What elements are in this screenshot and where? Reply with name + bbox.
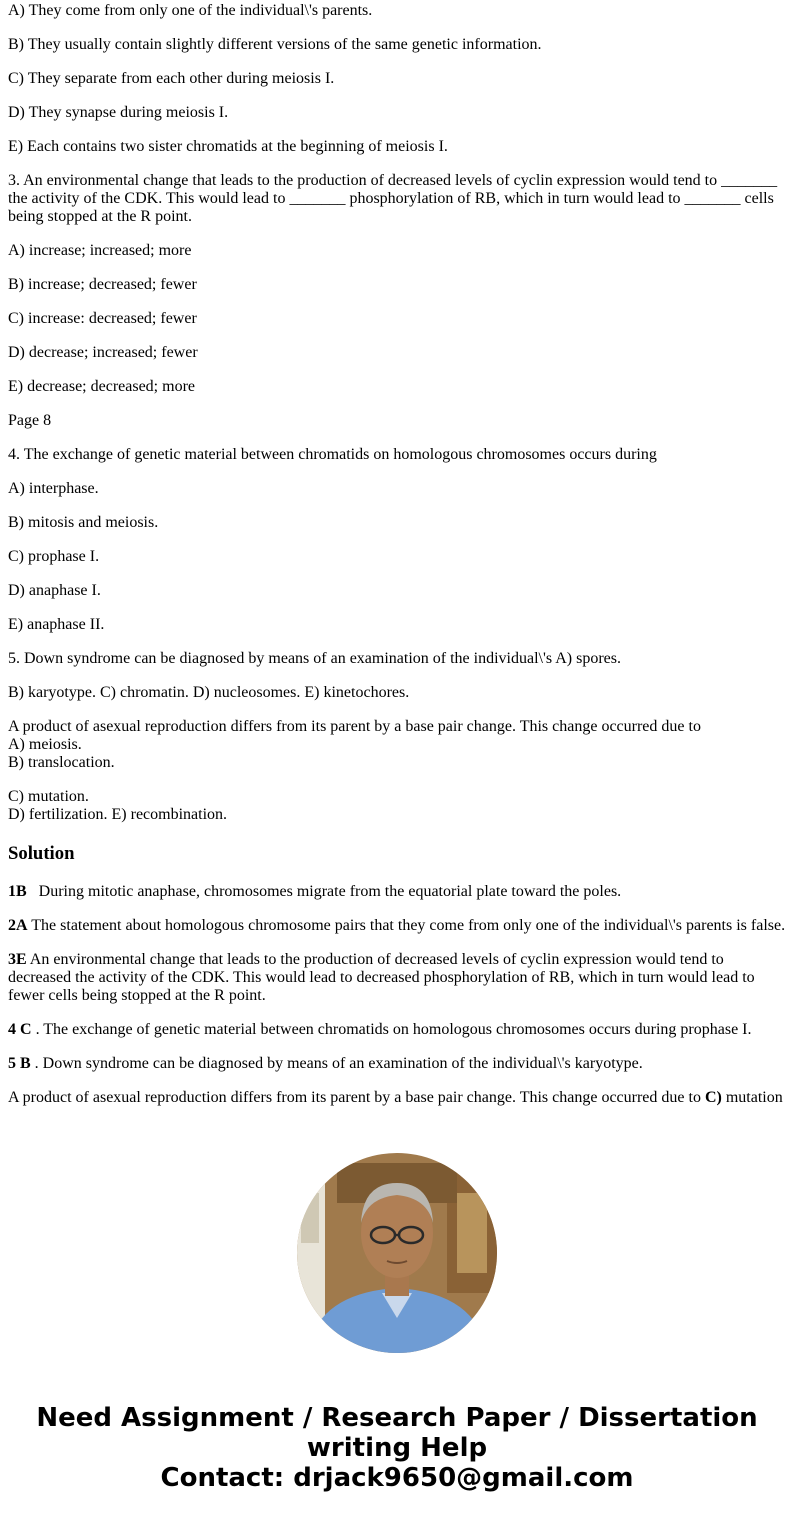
footer-contact: Contact: drjack9650@gmail.com [160, 1463, 634, 1493]
solution-heading: Solution [8, 843, 75, 864]
footer-line-1: Need Assignment / Research Paper / Dissertation [36, 1403, 758, 1433]
answer-1 [8, 883, 621, 901]
q4-option-a: A) interphase. [8, 480, 99, 497]
answer-5-label: 5 B [8, 1055, 31, 1072]
q2-option-d: D) They synapse during meiosis I. [8, 104, 229, 121]
q4-option-b: B) mitosis and meiosis. [8, 514, 159, 531]
answer-4-text: . The exchange of genetic material between chromatids on homologous chromosomes occurs during prophase I. [31, 1021, 752, 1038]
page-marker: Page 8 [8, 412, 52, 429]
q2-option-a: A) They come from only one of the individual\'s parents. [8, 2, 373, 19]
q2-option-c: C) They separate from each other during meiosis I. [8, 70, 335, 87]
answer-2-text: The statement about homologous chromosome pairs that they come from only one of the individual\'s parents is false. [27, 917, 786, 934]
answer-3 [8, 951, 788, 1005]
answer-6-text: A product of asexual reproduction differs from its parent by a base pair change. This change occurred due to [8, 1089, 705, 1106]
q3-option-b: B) increase; decreased; fewer [8, 276, 197, 293]
q4-option-c: C) prophase I. [8, 548, 100, 565]
answer-6-label: C) [704, 1089, 722, 1106]
footer-line-2: writing Help [306, 1433, 488, 1463]
answer-5 [8, 1055, 643, 1073]
q6-question: A product of asexual reproduction differs from its parent by a base pair change. This change occurred due to [8, 718, 701, 735]
q4-question: 4. The exchange of genetic material between chromatids on homologous chromosomes occurs during [8, 446, 657, 463]
q3-option-d: D) decrease; increased; fewer [8, 344, 198, 361]
q4-option-e: E) anaphase II. [8, 616, 105, 633]
q2-option-e: E) Each contains two sister chromatids at the beginning of meiosis I. [8, 138, 448, 155]
answer-2-label: 2A [8, 917, 28, 934]
q3-option-c: C) increase: decreased; fewer [8, 310, 197, 327]
q3-option-a: A) increase; increased; more [8, 242, 192, 259]
q3-option-e: E) decrease; decreased; more [8, 378, 195, 395]
q6-option-a: A) meiosis. [8, 736, 82, 753]
q6-option-de: D) fertilization. E) recombination. [8, 806, 228, 823]
answer-3-text: An environmental change that leads to the production of decreased levels of cyclin expression would tend to decreased the activity of the CDK. This would lead to decreased phosphorylation of RB, which in turn would lead to fewer cells being stopped at the R point. [8, 951, 755, 1004]
author-avatar [297, 1153, 497, 1353]
answer-4 [8, 1021, 752, 1039]
q6-option-c: C) mutation. [8, 788, 89, 805]
author-photo [297, 1153, 497, 1353]
q5-options: B) karyotype. C) chromatin. D) nucleosomes. E) kinetochores. [8, 684, 410, 701]
answer-3-label: 3E [8, 951, 27, 968]
answer-1-text: During mitotic anaphase, chromosomes migrate from the equatorial plate toward the poles. [38, 883, 622, 900]
q2-option-b: B) They usually contain slightly different versions of the same genetic information. [8, 36, 542, 53]
q3-question: 3. An environmental change that leads to the production of decreased levels of cyclin expression would tend to _______ the activity of the CDK. This would lead to _______ phosphorylation of RB, which in turn would lead to _______ cells being stopped at the R point. [8, 172, 778, 225]
answer-1-label: 1B [8, 883, 27, 900]
answer-4-label: 4 C [8, 1021, 32, 1038]
footer-banner [0, 1403, 794, 1493]
q4-option-d: D) anaphase I. [8, 582, 101, 599]
q6-option-b: B) translocation. [8, 754, 115, 771]
answer-2 [8, 917, 785, 935]
q5-question: 5. Down syndrome can be diagnosed by means of an examination of the individual\'s A) spores. [8, 650, 621, 667]
answer-6 [8, 1089, 783, 1107]
answer-5-text: . Down syndrome can be diagnosed by means of an examination of the individual\'s karyotype. [30, 1055, 643, 1072]
answer-6-tail: mutation [721, 1089, 783, 1106]
